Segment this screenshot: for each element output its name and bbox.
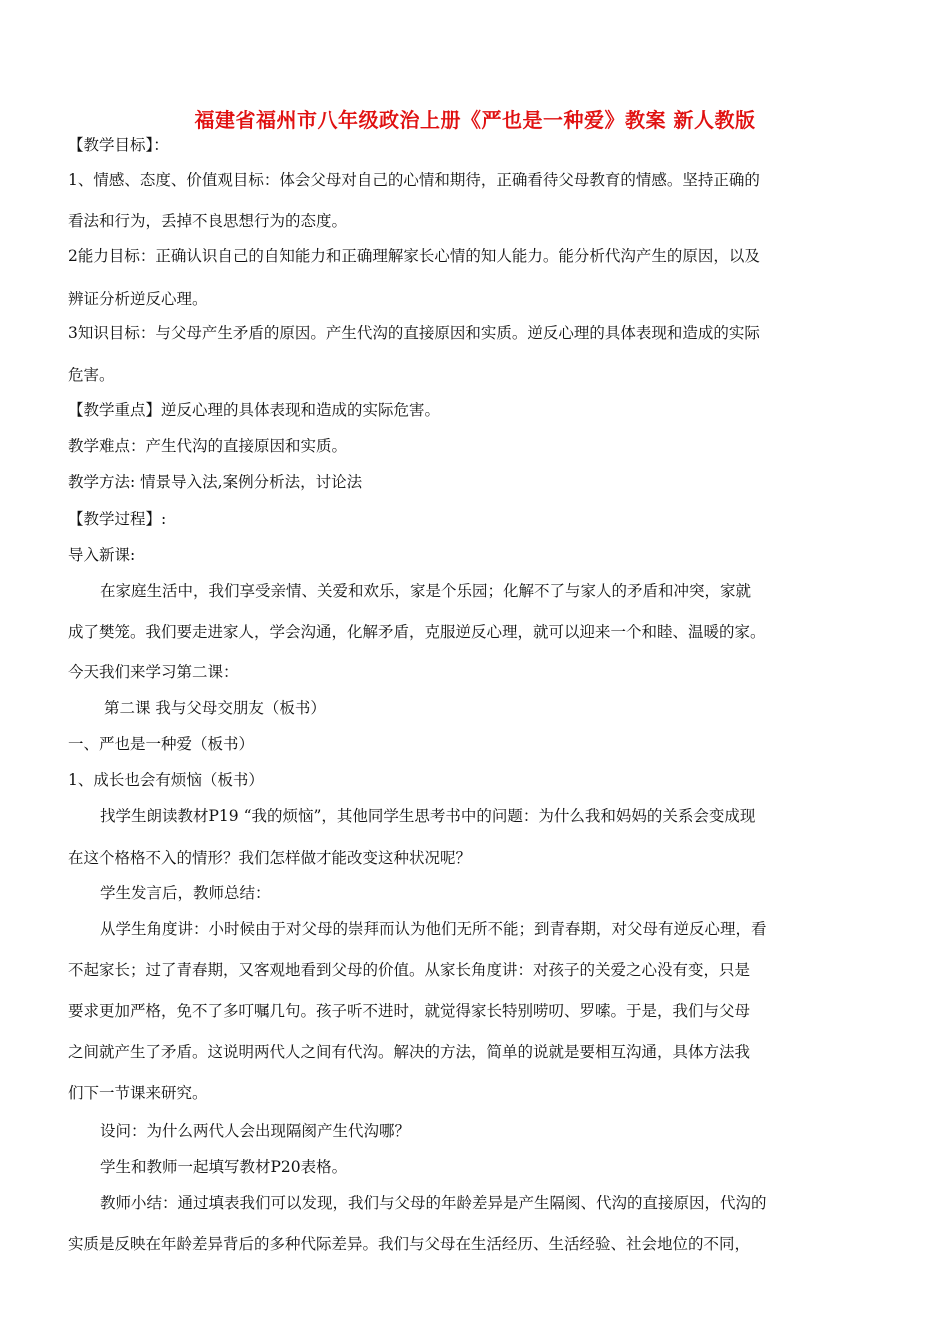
text-line: 一、严也是一种爱（板书） — [68, 735, 255, 753]
text-line: 教师小结：通过填表我们可以发现，我们与父母的年龄差异是产生隔阂、代沟的直接原因，代沟的 — [100, 1194, 767, 1212]
text-line: 从学生角度讲：小时候由于对父母的崇拜而认为他们无所不能；到青春期，对父母有逆反心理，看 — [100, 920, 767, 938]
text-line: 之间就产生了矛盾。这说明两代人之间有代沟。解决的方法，简单的说就是要相互沟通，具体方法我 — [68, 1043, 751, 1061]
text-line: 不起家长；过了青春期，又客观地看到父母的价值。从家长角度讲：对孩子的关爱之心没有变，只是 — [68, 961, 751, 979]
text-line: 危害。 — [68, 366, 115, 384]
text-line: 要求更加严格，免不了多叮嘱几句。孩子听不进时，就觉得家长特别唠叨、罗嗦。于是，我们与父母 — [68, 1002, 751, 1020]
text-line: 在家庭生活中，我们享受亲情、关爱和欢乐，家是个乐园；化解不了与家人的矛盾和冲突，家就 — [100, 582, 752, 600]
text-line: 今天我们来学习第二课： — [68, 663, 239, 681]
text-line: 实质是反映在年龄差异背后的多种代际差异。我们与父母在生活经历、生活经验、社会地位的不同， — [68, 1235, 751, 1253]
text-line: 学生发言后，教师总结： — [100, 884, 271, 902]
document-title: 福建省福州市八年级政治上册《严也是一种爱》教案 新人教版 — [194, 108, 756, 132]
text-line: 辨证分析逆反心理。 — [68, 290, 208, 308]
text-line: 看法和行为，丢掉不良思想行为的态度。 — [68, 212, 348, 230]
text-line: 1、情感、态度、价值观目标：体会父母对自己的心情和期待，正确看待父母教育的情感。坚持正确的 — [68, 171, 760, 189]
text-line: 教学难点：产生代沟的直接原因和实质。 — [68, 437, 348, 455]
text-line: 设问：为什么两代人会出现隔阂产生代沟哪？ — [100, 1122, 411, 1140]
text-line: 教学方法: 情景导入法,案例分析法，讨论法 — [68, 473, 363, 491]
text-line: 导入新课: — [68, 546, 136, 564]
text-line: 第二课 我与父母交朋友（板书） — [104, 699, 326, 717]
text-line: 【教学目标】： — [68, 136, 169, 154]
text-line: 1、成长也会有烦恼（板书） — [68, 771, 264, 789]
text-line: 成了樊笼。我们要走进家人，学会沟通，化解矛盾，克服逆反心理，就可以迎来一个和睦、温暖的家。 — [68, 623, 766, 641]
text-line: 们下一节课来研究。 — [68, 1084, 208, 1102]
text-line: 【教学过程】: — [68, 510, 167, 528]
text-line: 【教学重点】逆反心理的具体表现和造成的实际危害。 — [68, 401, 441, 419]
text-line: 2能力目标：正确认识自己的自知能力和正确理解家长心情的知人能力。能分析代沟产生的原因，以及 — [68, 247, 760, 265]
text-line: 找学生朗读教材P19 “我的烦恼”，其他同学生思考书中的问题：为什么我和妈妈的关系会变成现 — [100, 807, 756, 825]
text-line: 在这个格格不入的情形？我们怎样做才能改变这种状况呢？ — [68, 849, 472, 867]
text-line: 学生和教师一起填写教材P20表格。 — [100, 1158, 348, 1176]
text-line: 3知识目标：与父母产生矛盾的原因。产生代沟的直接原因和实质。逆反心理的具体表现和造成的实际 — [68, 324, 760, 342]
